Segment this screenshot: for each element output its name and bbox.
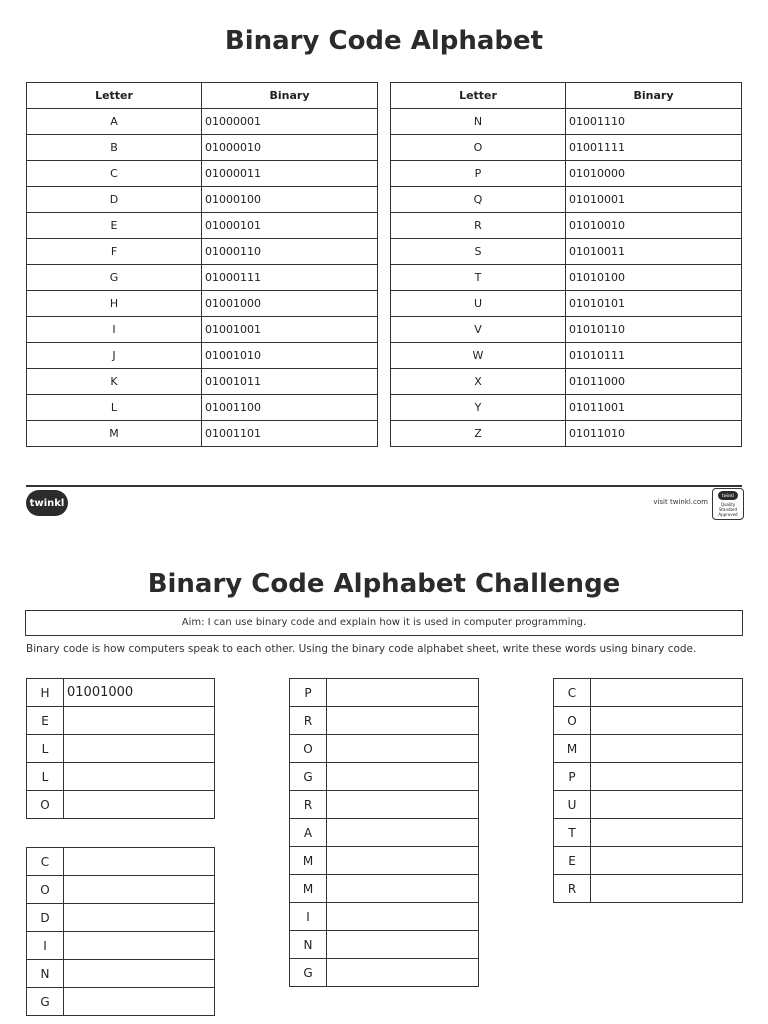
table-row [27,161,378,187]
binary-cell: 01001101 [202,421,378,447]
binary-cell: 01001100 [202,395,378,421]
alphabet-table-right [390,82,742,447]
word-letter-cell: N [27,960,64,988]
table-row [554,875,743,903]
word-letter-cell: O [554,707,591,735]
word-letter-cell: P [290,679,327,707]
letter-cell: G [27,265,202,291]
word-letter-cell: R [290,707,327,735]
table-row [27,848,215,876]
table-row [290,791,479,819]
answer-cell[interactable] [327,707,479,735]
table-row [27,317,378,343]
word-letter-cell: T [554,819,591,847]
table-row [290,875,479,903]
binary-cell: 01010100 [566,265,742,291]
table-row [554,707,743,735]
page-title: Binary Code Alphabet [224,26,544,56]
word-letter-cell: M [554,735,591,763]
letter-cell: L [27,395,202,421]
answer-cell[interactable] [64,848,215,876]
table-row [27,876,215,904]
letter-cell: P [391,161,566,187]
letter-cell: S [391,239,566,265]
answer-cell[interactable] [327,819,479,847]
table-row [391,187,742,213]
table-row [27,395,378,421]
answer-cell[interactable] [591,875,743,903]
table-row [27,791,215,819]
binary-cell: 01010101 [566,291,742,317]
binary-cell: 01000100 [202,187,378,213]
letter-cell: D [27,187,202,213]
binary-cell: 01000001 [202,109,378,135]
badge-caption: Quality Standard Approved [718,502,738,517]
table-row [554,735,743,763]
letter-cell: U [391,291,566,317]
binary-cell: 01000111 [202,265,378,291]
word-letter-cell: G [290,959,327,987]
table-row [391,265,742,291]
word-table-programming [289,678,479,987]
letter-cell: W [391,343,566,369]
answer-cell[interactable] [64,707,215,735]
table-row [27,369,378,395]
binary-cell: 01011000 [566,369,742,395]
letter-cell: B [27,135,202,161]
table-row [27,960,215,988]
binary-cell: 01011001 [566,395,742,421]
answer-cell[interactable] [64,932,215,960]
answer-cell[interactable] [64,791,215,819]
table-row [27,135,378,161]
answer-cell[interactable] [64,763,215,791]
letter-cell: H [27,291,202,317]
table-row [391,109,742,135]
word-letter-cell: I [27,932,64,960]
letter-cell: E [27,213,202,239]
answer-cell[interactable] [327,875,479,903]
word-letter-cell: A [290,819,327,847]
twinkl-logo: twinkl [26,490,68,516]
instructions-text: Binary code is how computers speak to each other. Using the binary code alphabet sheet, write these words using binary code. [26,643,697,655]
letter-cell: T [391,265,566,291]
aim-box: Aim: I can use binary code and explain how it is used in computer programming. [25,610,743,636]
table-row [554,819,743,847]
table-row [391,421,742,447]
binary-cell: 01001000 [202,291,378,317]
word-letter-cell: N [290,931,327,959]
binary-cell: 01001011 [202,369,378,395]
binary-cell: 01001111 [566,135,742,161]
answer-cell[interactable] [327,735,479,763]
word-letter-cell: M [290,847,327,875]
word-letter-cell: C [27,848,64,876]
table-row [27,904,215,932]
table-row [27,679,215,707]
answer-cell[interactable] [327,763,479,791]
answer-cell[interactable] [591,791,743,819]
table-row [290,847,479,875]
letter-cell: Q [391,187,566,213]
word-letter-cell: E [554,847,591,875]
binary-cell: 01010111 [566,343,742,369]
word-letter-cell: D [27,904,64,932]
word-letter-cell: L [27,735,64,763]
column-header-binary: Binary [566,83,742,109]
table-row [391,369,742,395]
table-row [290,903,479,931]
letter-cell: C [27,161,202,187]
answer-cell[interactable] [327,959,479,987]
table-row [290,679,479,707]
answer-cell[interactable] [327,903,479,931]
table-row [27,343,378,369]
letter-cell: N [391,109,566,135]
letter-cell: X [391,369,566,395]
challenge-title: Binary Code Alphabet Challenge [147,569,621,599]
table-row [290,735,479,763]
binary-cell: 01010010 [566,213,742,239]
badge-logo: twinkl [718,491,738,500]
table-row [27,187,378,213]
binary-cell: 01000010 [202,135,378,161]
table-row [391,213,742,239]
answer-cell[interactable] [64,960,215,988]
table-row [391,343,742,369]
letter-cell: Y [391,395,566,421]
column-header-binary: Binary [202,83,378,109]
binary-cell: 01001001 [202,317,378,343]
table-row [391,161,742,187]
table-row [27,291,378,317]
letter-cell: O [391,135,566,161]
column-header-letter: Letter [391,83,566,109]
letter-cell: R [391,213,566,239]
table-row [27,735,215,763]
letter-cell: Z [391,421,566,447]
word-letter-cell: P [554,763,591,791]
word-letter-cell: M [290,875,327,903]
binary-cell: 01010011 [566,239,742,265]
table-row [27,109,378,135]
table-row [290,931,479,959]
answer-cell[interactable] [591,679,743,707]
binary-cell: 01001110 [566,109,742,135]
letter-cell: V [391,317,566,343]
table-row [391,317,742,343]
answer-cell[interactable] [327,847,479,875]
binary-cell: 01000101 [202,213,378,239]
answer-cell[interactable] [591,847,743,875]
answer-cell[interactable] [591,707,743,735]
answer-cell[interactable] [327,679,479,707]
answer-cell[interactable] [591,735,743,763]
table-row [290,707,479,735]
table-row [290,819,479,847]
binary-cell: 01011010 [566,421,742,447]
word-table-coding [26,847,215,1016]
table-row [27,988,215,1016]
letter-cell: A [27,109,202,135]
table-row [391,239,742,265]
letter-cell: I [27,317,202,343]
letter-cell: J [27,343,202,369]
table-row [27,763,215,791]
answer-cell[interactable] [327,791,479,819]
word-table-hello [26,678,215,819]
table-row [554,791,743,819]
binary-cell: 01001010 [202,343,378,369]
answer-cell[interactable]: 01001000 [64,679,215,707]
binary-cell: 01010001 [566,187,742,213]
table-row [554,763,743,791]
table-row [554,847,743,875]
binary-cell: 01000110 [202,239,378,265]
word-letter-cell: G [27,988,64,1016]
table-row [391,395,742,421]
answer-cell[interactable] [64,735,215,763]
answer-cell[interactable] [64,876,215,904]
answer-cell[interactable] [64,904,215,932]
table-row [290,763,479,791]
word-table-computer [553,678,743,903]
word-letter-cell: L [27,763,64,791]
page-divider [26,485,742,487]
table-row [27,239,378,265]
word-letter-cell: R [554,875,591,903]
table-row [27,265,378,291]
table-row [27,707,215,735]
table-row [290,959,479,987]
table-row [391,135,742,161]
visit-link-text: visit twinkl.com [653,498,708,506]
letter-cell: K [27,369,202,395]
word-letter-cell: H [27,679,64,707]
word-letter-cell: I [290,903,327,931]
table-row [27,421,378,447]
quality-badge-icon [712,488,744,520]
binary-cell: 01010110 [566,317,742,343]
answer-cell[interactable] [64,988,215,1016]
answer-cell[interactable] [327,931,479,959]
answer-cell[interactable] [591,763,743,791]
word-letter-cell: U [554,791,591,819]
word-letter-cell: C [554,679,591,707]
binary-cell: 01010000 [566,161,742,187]
table-row [27,932,215,960]
alphabet-table-left [26,82,378,447]
answer-cell[interactable] [591,819,743,847]
word-letter-cell: R [290,791,327,819]
word-letter-cell: G [290,763,327,791]
word-letter-cell: E [27,707,64,735]
word-letter-cell: O [27,876,64,904]
table-row [554,679,743,707]
letter-cell: F [27,239,202,265]
word-letter-cell: O [290,735,327,763]
binary-cell: 01000011 [202,161,378,187]
column-header-letter: Letter [27,83,202,109]
table-row [391,291,742,317]
word-letter-cell: O [27,791,64,819]
table-row [27,213,378,239]
letter-cell: M [27,421,202,447]
